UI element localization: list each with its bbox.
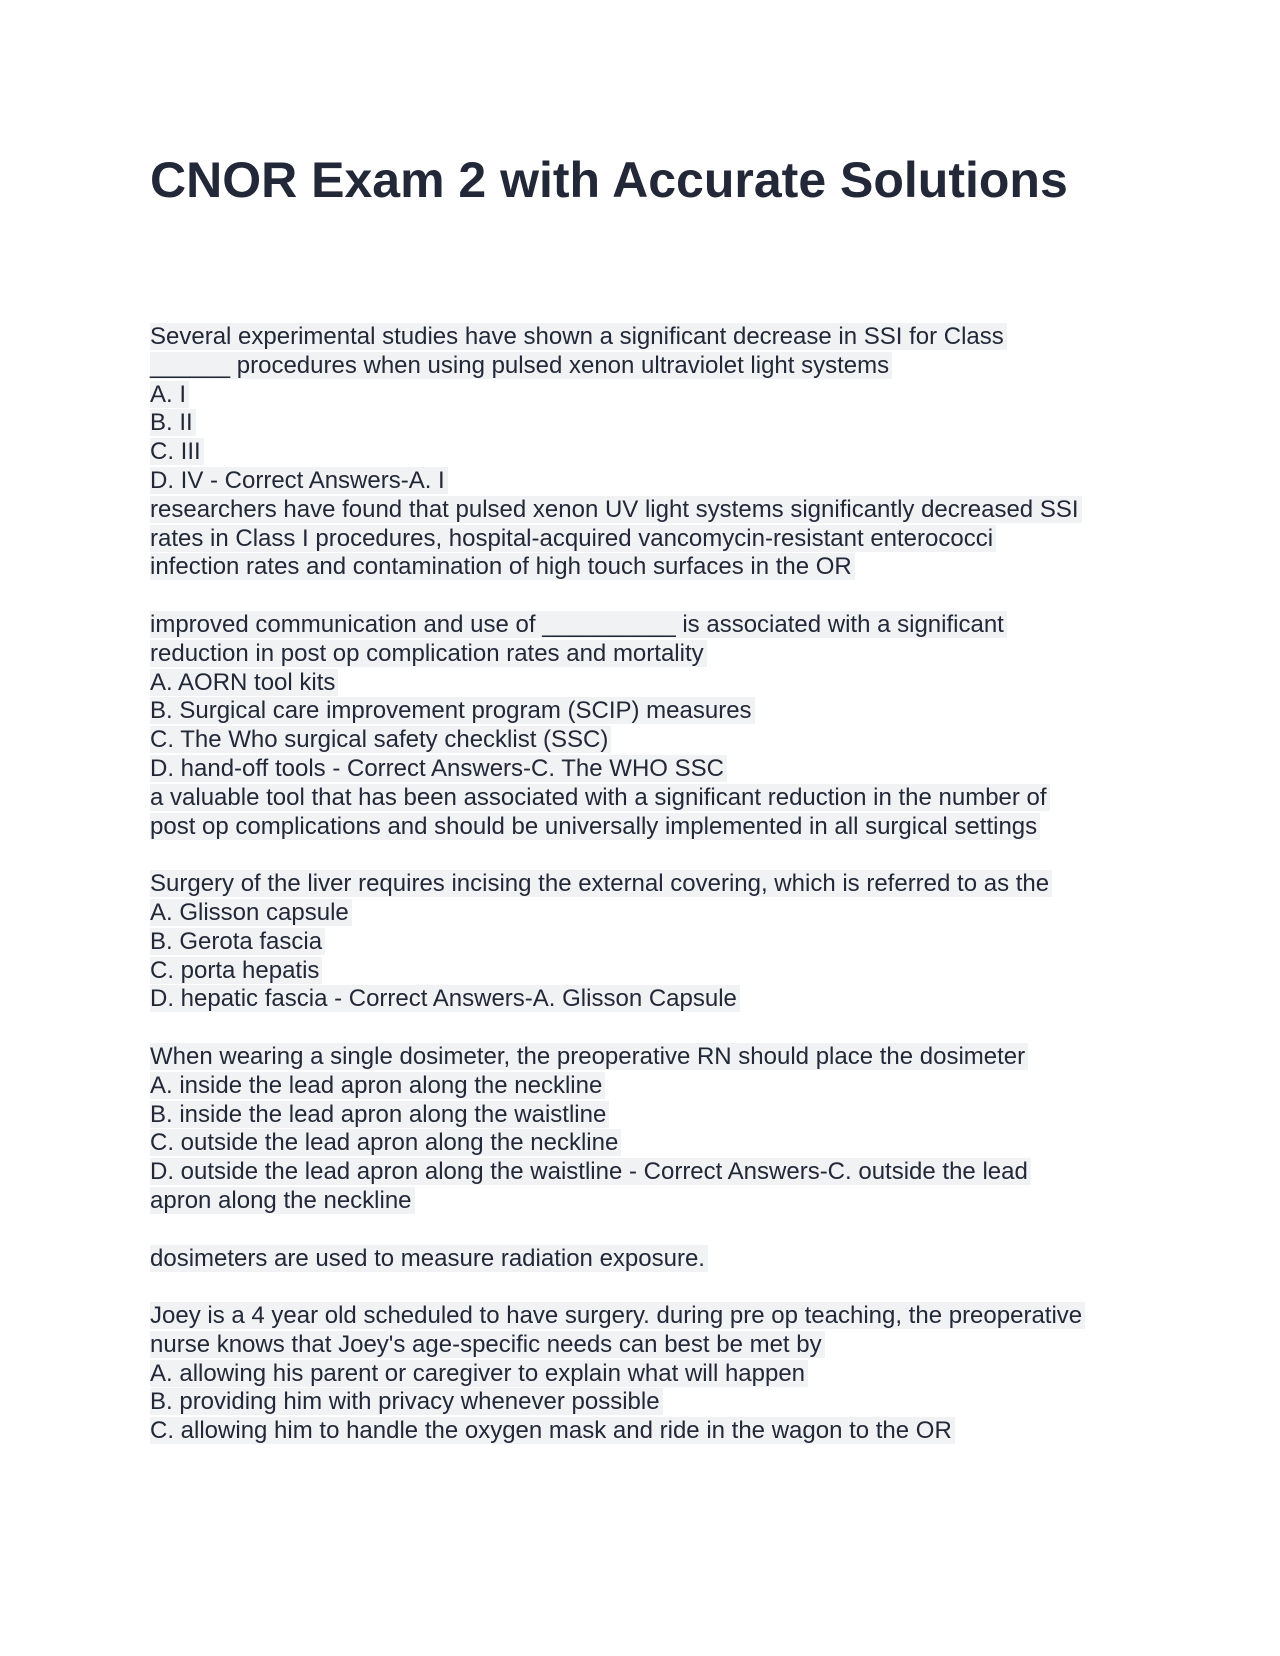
block-spacer	[150, 1216, 1150, 1245]
question-block	[150, 611, 1150, 841]
rationale-line: researchers have found that pulsed xenon UV light systems significantly decreased SSI	[150, 496, 1082, 523]
question-line: Several experimental studies have shown a significant decrease in SSI for Class	[150, 323, 1007, 350]
question-line: Joey is a 4 year old scheduled to have surgery. during pre op teaching, the preoperative	[150, 1302, 1085, 1329]
rationale-line: infection rates and contamination of high touch surfaces in the OR	[150, 553, 855, 580]
question-block	[150, 1302, 1150, 1446]
block-spacer	[150, 841, 1150, 870]
rationale-line: post op complications and should be universally implemented in all surgical settings	[150, 813, 1040, 840]
answer-option: C. allowing him to handle the oxygen mask and ride in the wagon to the OR	[150, 1417, 955, 1444]
answer-option: A. allowing his parent or caregiver to explain what will happen	[150, 1360, 808, 1387]
question-line: When wearing a single dosimeter, the preoperative RN should place the dosimeter	[150, 1043, 1028, 1070]
answer-option: C. III	[150, 438, 204, 465]
question-line: improved communication and use of __________ is associated with a significant	[150, 611, 1007, 638]
question-line: nurse knows that Joey's age-specific needs can best be met by	[150, 1331, 825, 1358]
answer-option: A. AORN tool kits	[150, 669, 338, 696]
question-line: Surgery of the liver requires incising the external covering, which is referred to as the	[150, 870, 1052, 897]
answer-option: B. Gerota fascia	[150, 928, 325, 955]
rationale-line: a valuable tool that has been associated with a significant reduction in the number of	[150, 784, 1050, 811]
answer-option: B. inside the lead apron along the waistline	[150, 1101, 609, 1128]
answer-option: B. providing him with privacy whenever possible	[150, 1388, 663, 1415]
answer-option: A. Glisson capsule	[150, 899, 352, 926]
rationale-block	[150, 1245, 1150, 1274]
block-spacer	[150, 582, 1150, 611]
question-block	[150, 1043, 1150, 1216]
question-block	[150, 323, 1150, 582]
answer-option: C. outside the lead apron along the neckline	[150, 1129, 621, 1156]
answer-option: B. Surgical care improvement program (SCIP) measures	[150, 697, 755, 724]
document-title: CNOR Exam 2 with Accurate Solutions	[150, 152, 1068, 208]
question-line: ______ procedures when using pulsed xenon ultraviolet light systems	[150, 352, 892, 379]
answer-option: A. I	[150, 381, 189, 408]
question-line: reduction in post op complication rates and mortality	[150, 640, 707, 667]
answer-option-with-correct-answer: D. hepatic fascia - Correct Answers-A. Glisson Capsule	[150, 985, 740, 1012]
answer-option-with-correct-answer: D. outside the lead apron along the waistline - Correct Answers-C. outside the lead	[150, 1158, 1031, 1185]
answer-option: C. porta hepatis	[150, 957, 322, 984]
question-block	[150, 870, 1150, 1014]
document-content	[150, 323, 1150, 1446]
answer-option: A. inside the lead apron along the neckline	[150, 1072, 605, 1099]
answer-option: B. II	[150, 409, 196, 436]
answer-continuation: apron along the neckline	[150, 1187, 415, 1214]
block-spacer	[150, 1014, 1150, 1043]
answer-option-with-correct-answer: D. hand-off tools - Correct Answers-C. The WHO SSC	[150, 755, 727, 782]
rationale-line: dosimeters are used to measure radiation exposure.	[150, 1245, 708, 1272]
block-spacer	[150, 1273, 1150, 1302]
answer-option: C. The Who surgical safety checklist (SSC)	[150, 726, 611, 753]
rationale-line: rates in Class I procedures, hospital-acquired vancomycin-resistant enterococci	[150, 525, 996, 552]
answer-option-with-correct-answer: D. IV - Correct Answers-A. I	[150, 467, 448, 494]
